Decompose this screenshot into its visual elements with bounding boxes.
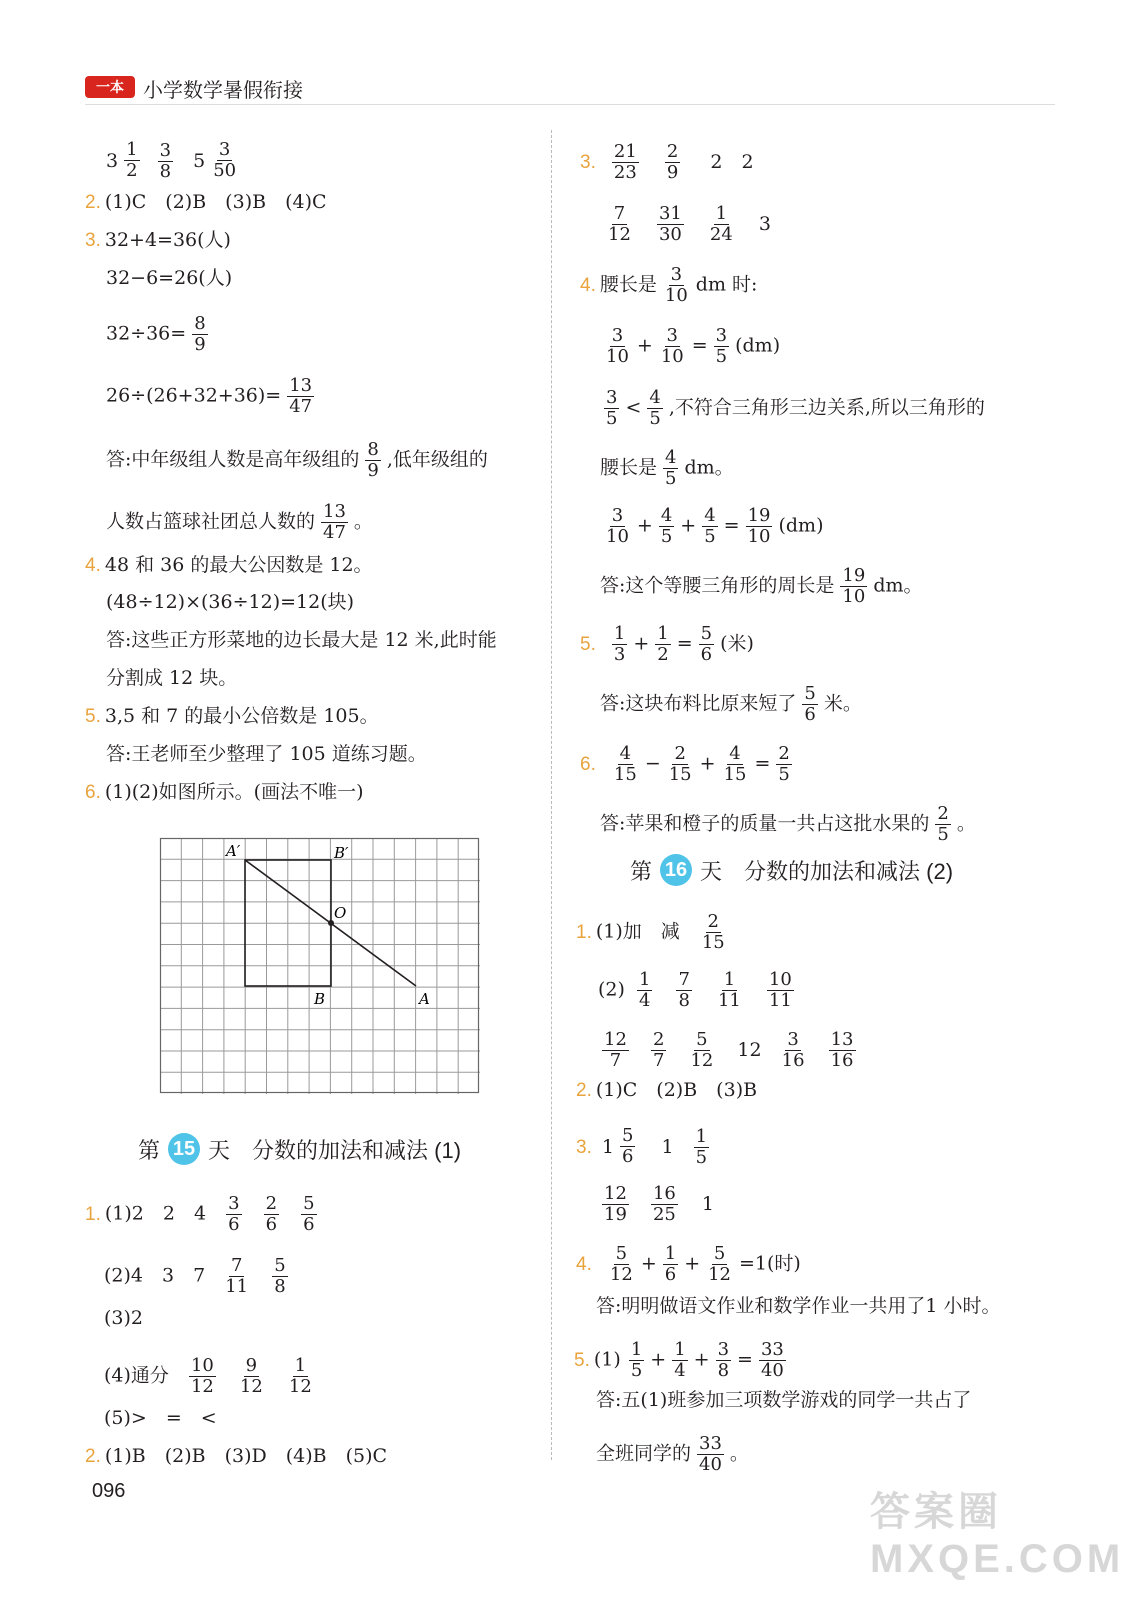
question-4: 4. 48 和 36 的最大公因数是 12。	[85, 554, 373, 576]
label-o: O	[334, 904, 347, 922]
day-16-heading: 第 16 天 分数的加法和减法 (2)	[630, 854, 953, 886]
day-15-heading: 第 15 天 分数的加法和减法 (1)	[138, 1133, 461, 1165]
answer-line: 答:苹果和橙子的质量一共占这批水果的 $\frac{2}{5}$ 。	[600, 803, 976, 845]
question-2: 2. (1)C (2)B (3)B (4)C	[85, 191, 327, 213]
answer-line: 答:这些正方形菜地的边长最大是 12 米,此时能	[106, 629, 497, 651]
answer-line: 32÷36= $\frac{8}{9}$	[106, 313, 206, 355]
answer-line: 答:中年级组人数是高年级组的 $\frac{8}{9}$ ,低年级组的	[106, 439, 488, 481]
label-b-prime: B′	[334, 844, 349, 862]
answer-line: (48÷12)×(36÷12)=12(块)	[106, 591, 355, 613]
answer-line: 答:明明做语文作业和数学作业一共用了1 小时。	[596, 1295, 1001, 1317]
label-b: B	[314, 990, 326, 1008]
question-5: 5. 3,5 和 7 的最小公倍数是 105。	[85, 705, 379, 727]
answer-line: 答:五(1)班参加三项数学游戏的同学一共占了	[596, 1389, 972, 1411]
question-1: 1. (1)2 2 4 $\frac{3}{6}$ $\frac{2}{6}$ $\frac{5}{6}$	[85, 1193, 315, 1235]
page-number: 096	[92, 1480, 126, 1502]
brand-logo: 一本	[85, 76, 135, 98]
day-badge: 16	[660, 854, 692, 886]
answer-line: 腰长是 $\frac{4}{5}$ dm。	[600, 447, 734, 489]
column-divider	[551, 130, 552, 1460]
label-a: A	[419, 990, 430, 1008]
question-2: 2. (1)B (2)B (3)D (4)B (5)C	[85, 1445, 388, 1467]
answer-line: 3 $\frac{1}{2}$ $\frac{3}{8}$ 5 $\frac{3}{50}$	[106, 139, 237, 182]
question-4: 4. $\frac{5}{12}$ + $\frac{1}{6}$ + $\frac{5}{12}$ =1(时)	[576, 1243, 801, 1285]
question-2: 2. (1)C (2)B (3)B	[576, 1079, 758, 1101]
answer-line: $\frac{12}{7}$ $\frac{2}{7}$ $\frac{5}{12}$ 12 $\frac{3}{16}$ $\frac{13}{16}$	[604, 1029, 854, 1071]
header-divider	[85, 104, 1055, 105]
question-5: 5. (1) $\frac{1}{5}$ + $\frac{1}{4}$ + $\frac{3}{8}$ = $\frac{33}{40}$	[574, 1339, 784, 1381]
question-6: 6. (1)(2)如图所示。(画法不唯一)	[85, 781, 364, 803]
answer-line: $\frac{3}{5}$ < $\frac{4}{5}$ ,不符合三角形三边关系,所以三角形的	[606, 387, 985, 429]
answer-line: $\frac{7}{12}$ $\frac{31}{30}$ $\frac{1}{24}$ 3	[608, 203, 771, 245]
answer-line: 答:王老师至少整理了 105 道练习题。	[106, 743, 427, 765]
answer-line: (3)2	[104, 1307, 144, 1329]
answer-line: 答:这块布料比原来短了 $\frac{5}{6}$ 米。	[600, 683, 862, 725]
question-4: 4. 腰长是 $\frac{3}{10}$ dm 时:	[580, 264, 758, 306]
answer-line: $\frac{3}{10}$ + $\frac{4}{5}$ + $\frac{4}{5}$ = $\frac{19}{10}$ (dm)	[606, 505, 824, 547]
answer-line: (4)通分 $\frac{10}{12}$ $\frac{9}{12}$ $\frac{1}{12}$	[104, 1355, 312, 1397]
grid-diagram	[160, 838, 480, 1094]
answer-line: 答:这个等腰三角形的周长是 $\frac{19}{10}$ dm。	[600, 565, 923, 607]
question-6: 6. $\frac{4}{15}$ − $\frac{2}{15}$ + $\frac{4}{15}$ = $\frac{2}{5}$	[580, 743, 790, 785]
question-1: 1. (1)加 减 $\frac{2}{15}$	[576, 911, 725, 953]
answer-line: $\frac{12}{19}$ $\frac{16}{25}$ 1	[604, 1183, 714, 1225]
answer-line: $\frac{3}{10}$ + $\frac{3}{10}$ = $\frac{3}{5}$ (dm)	[606, 325, 781, 367]
answer-line: 全班同学的 $\frac{33}{40}$ 。	[596, 1433, 749, 1475]
answer-line: 26÷(26+32+36)= $\frac{13}{47}$	[106, 375, 313, 417]
answer-line: (5)> = <	[104, 1407, 217, 1429]
answer-line: 分割成 12 块。	[106, 667, 238, 689]
question-3: 3. 1 $\frac{5}{6}$ 1 $\frac{1}{5}$	[576, 1125, 708, 1168]
question-3: 3. 32+4=36(人)	[85, 229, 231, 251]
day-badge: 15	[168, 1133, 200, 1165]
book-title: 小学数学暑假衔接	[143, 80, 303, 102]
question-3: 3. $\frac{21}{23}$ $\frac{2}{9}$ 2 2	[580, 141, 754, 183]
question-5: 5. $\frac{1}{3}$ + $\frac{1}{2}$ = $\frac{5}{6}$ (米)	[580, 623, 754, 665]
answer-line: 32−6=26(人)	[106, 267, 233, 289]
watermark: 答案圈 MXQE.COM	[870, 1490, 1124, 1581]
answer-line: (2)4 3 7 $\frac{7}{11}$ $\frac{5}{8}$	[104, 1255, 286, 1297]
answer-line: (2) $\frac{1}{4}$ $\frac{7}{8}$ $\frac{1}{11}$ $\frac{10}{11}$	[598, 969, 792, 1011]
label-a-prime: A′	[226, 842, 241, 860]
answer-line: 人数占篮球社团总人数的 $\frac{13}{47}$ 。	[106, 501, 373, 543]
